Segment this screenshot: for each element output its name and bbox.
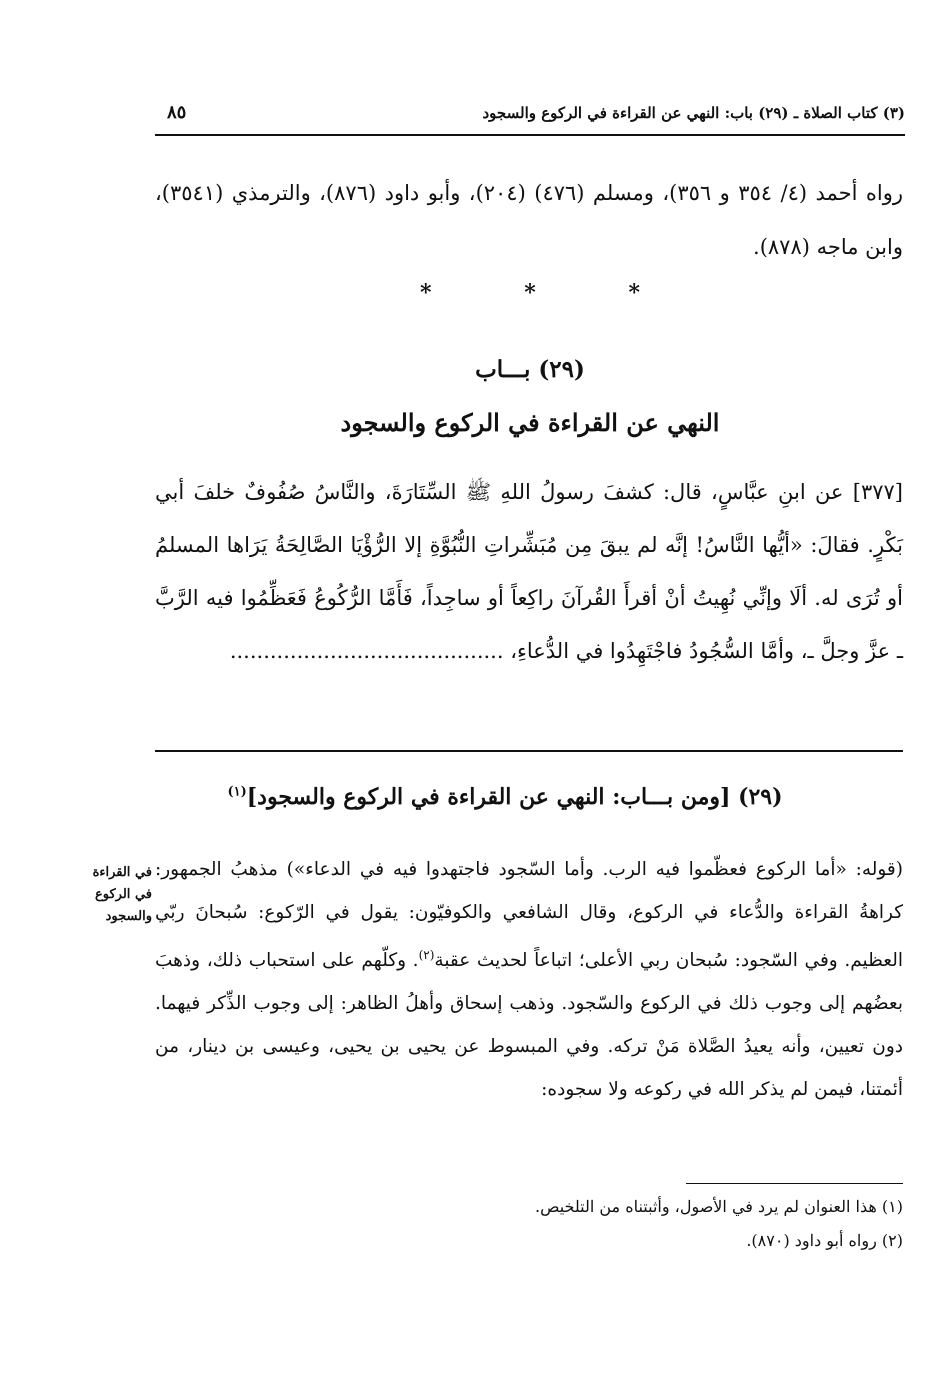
footnote-item: (٢) رواه أبو داود (٨٧٠). — [746, 1231, 903, 1250]
commentary-heading — [155, 784, 855, 810]
page-number: ٨٥ — [167, 102, 187, 123]
separator-star: * — [524, 280, 536, 306]
running-head: (٣) كتاب الصلاة ـ (٢٩) باب: النهي عن القراءة في الركوع والسجود — [482, 104, 905, 122]
separator-star: * — [420, 280, 432, 306]
footnote-ref: (١) — [227, 784, 247, 800]
footnote-item: (١) هذا العنوان لم يرد في الأصول، وأثبتناه من التلخيص. — [535, 1197, 903, 1216]
separator-star: * — [628, 280, 640, 306]
chapter-number: (٢٩) بـــاب — [475, 356, 585, 383]
commentary-text-part1: (قوله: «أما الركوع فعظّموا فيه الرب. وأما السّجود فاجتهدوا فيه في الدعاء») مذهبُ الجمهور: كراهةُ القراءة والدُّعاء في الركوع، وقال الشافعي والكوفيّون: يقول في الرّكوع: سُبحانَ ربّي العظيم. وفي السّجود: سُبحان ربي الأعلى؛ اتباعاً لحديث عقبة — [155, 859, 903, 972]
section-separator — [420, 280, 640, 320]
reference-paragraph: رواه أحمد (٤/ ٣٥٤ و ٣٥٦)، ومسلم (٤٧٦) (٢٠٤)، وأبو داود (٨٧٦)، والترمذي (٣٥٤١)، وابن ماجه (٨٧٨). — [155, 181, 903, 259]
footnote-rule — [686, 1183, 903, 1184]
hadith-paragraph — [155, 466, 903, 678]
continuation-dots: ......................................... — [229, 639, 504, 663]
chapter-title: النهي عن القراءة في الركوع والسجود — [340, 408, 720, 437]
hadith-text: [٣٧٧] عن ابنِ عبَّاسٍ، قال: كشفَ رسولُ اللهِ ﷺ السِّتَارَةَ، والنَّاسُ صُفُوفٌ خلفَ أبي بَكْرٍ. فقالَ: «أيُّها النَّاسُ! إنَّه لم يبقَ مِن مُبَشِّراتِ النُّبُوَّةِ إلا الرُّؤْيَا الصَّالِحَةُ يَرَاها المسلمُ أو تُرَى له. ألَا وإنِّي نُهِيتُ أنْ أقرأَ القُرآنَ راكِعاً أو ساجِداً، فَأَمَّا الرُّكُوعُ فَعَظِّمُوا فيه الرَّبَّ ـ عزَّ وجلَّ ـ، وأمَّا السُّجُودُ فاجْتَهِدُوا في الدُّعاءِ، — [155, 480, 903, 663]
commentary-heading-text: (٢٩) [ومن بـــاب: النهي عن القراءة في الركوع والسجود] — [246, 784, 783, 810]
footnotes — [155, 1190, 903, 1258]
commentary-text-part2: . وكلّهم على استحباب ذلك، وذهبَ بعضُهم إلى وجوب ذلك في الركوع والسّجود. وذهب إسحاق وأهلُ الظاهر: إلى وجوب الذِّكر فيهما. دون تعيين، وأنه يعيدُ الصَّلاة مَنْ تركه. وفي المبسوط عن يحيى بن يحيى، وعيسى بن دينار، من أئمتنا، فيمن لم يذكر الله في ركوعه ولا سجوده: — [155, 950, 903, 1101]
section-divider — [155, 750, 903, 752]
page-header — [155, 100, 905, 136]
margin-note: في القراءة في الركوع والسجود — [92, 865, 152, 924]
footnote-ref: (٢) — [418, 948, 435, 962]
commentary-paragraph — [155, 848, 903, 1111]
